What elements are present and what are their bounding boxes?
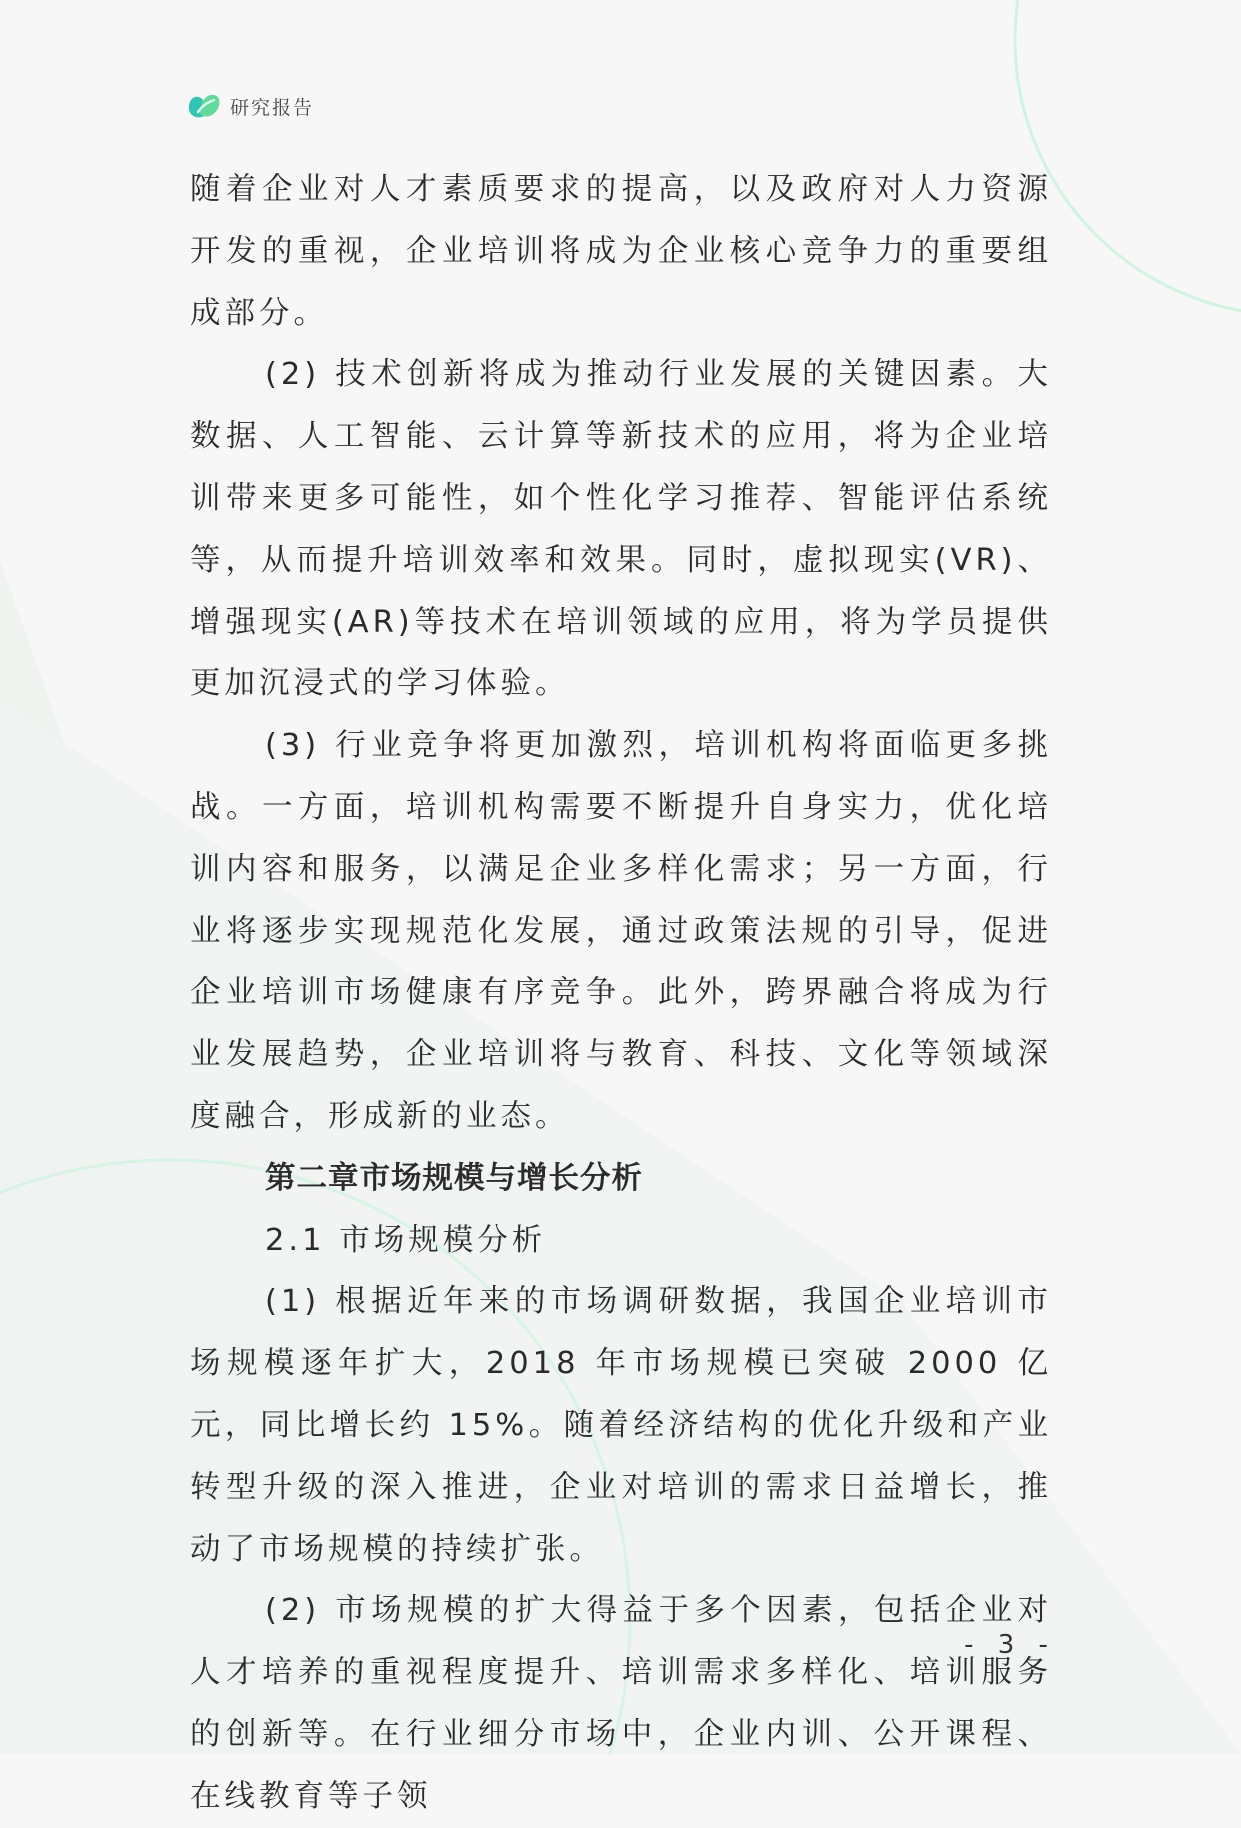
paragraph: (3) 行业竞争将更加激烈，培训机构将面临更多挑战。一方面，培训机构需要不断提升自身实力，优化培训内容和服务，以满足企业多样化需求；另一方面，行业将逐步实现规范化发展，通过政策法规的引导，促进企业培训市场健康有序竞争。此外，跨界融合将成为行业发展趋势，企业培训将与教育、科技、文化等领域深度融合，形成新的业态。: [190, 728, 1052, 1134]
paragraph: (2) 市场规模的扩大得益于多个因素，包括企业对人才培养的重视程度提升、培训需求多样化、培训服务的创新等。在行业细分市场中，企业内训、公开课程、在线教育等子领: [190, 1593, 1052, 1814]
page-number: - 3 -: [964, 1630, 1056, 1660]
paragraph: 随着企业对人才素质要求的提高，以及政府对人力资源开发的重视，企业培训将成为企业核心竞争力的重要组成部分。: [190, 172, 1052, 331]
green-leaf-logo-icon: [186, 88, 222, 124]
page-header: [186, 88, 314, 124]
paragraph: (1) 根据近年来的市场调研数据，我国企业培训市场规模逐年扩大，2018 年市场规模已突破 2000 亿元，同比增长约 15%。随着经济结构的优化升级和产业转型升级的深入推进，企业对培训的需求日益增长，推动了市场规模的持续扩张。: [190, 1284, 1052, 1567]
paragraph: (2) 技术创新将成为推动行业发展的关键因素。大数据、人工智能、云计算等新技术的应用，将为企业培训带来更多可能性，如个性化学习推荐、智能评估系统等，从而提升培训效率和效果。同时，虚拟现实(VR)、增强现实(AR)等技术在培训领域的应用，将为学员提供更加沉浸式的学习体验。: [190, 357, 1052, 702]
header-title: 研究报告: [230, 96, 315, 119]
document-body: [190, 159, 1052, 1828]
chapter-heading: 第二章市场规模与增长分析: [265, 1160, 643, 1196]
section-heading: 2.1 市场规模分析: [265, 1222, 547, 1258]
